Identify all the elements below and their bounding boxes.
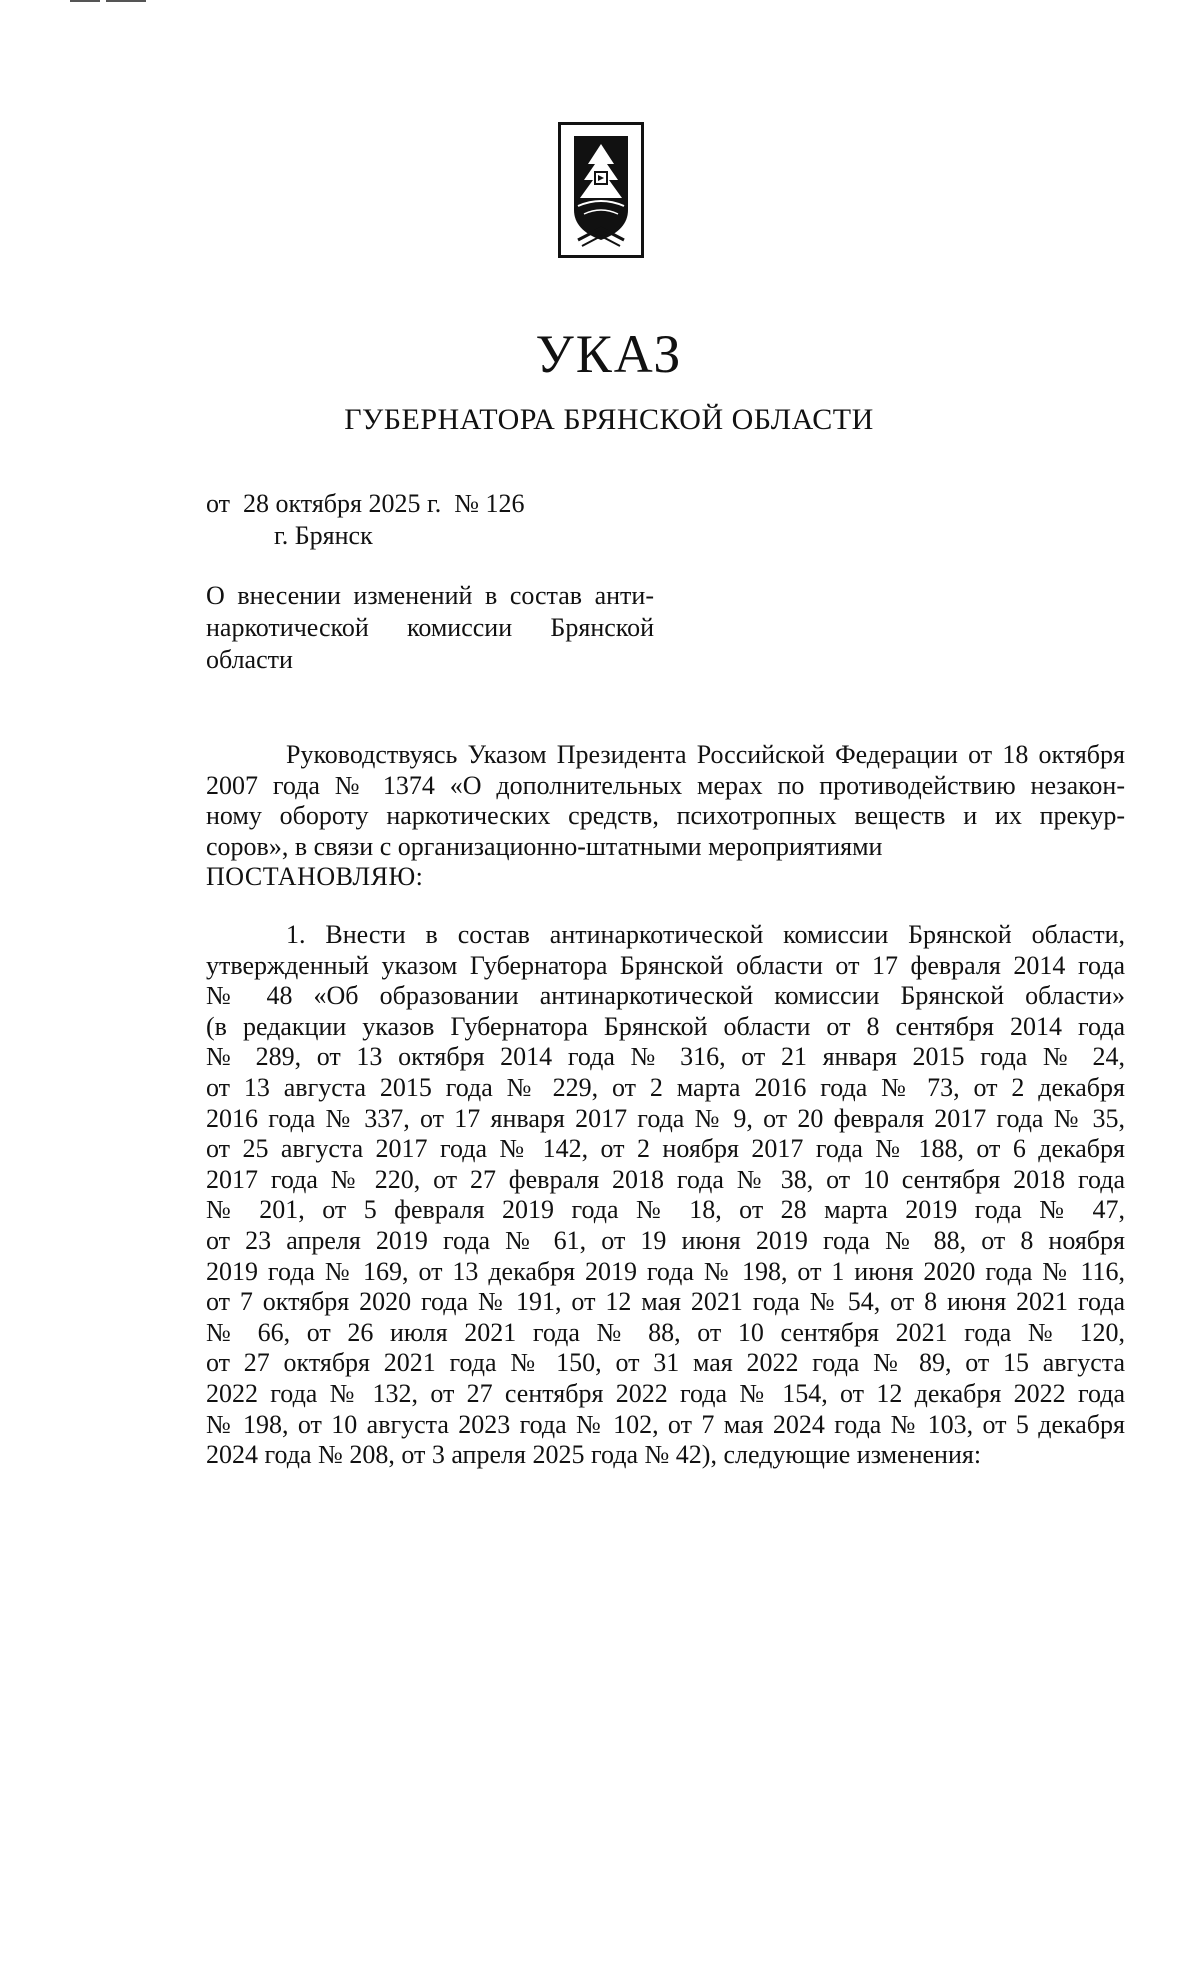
item-line: 2022 года № 132, от 27 сентября 2022 года № 154, от 12 декабря 2022 года <box>206 1378 1125 1408</box>
item-line: № 201, от 5 февраля 2019 года № 18, от 28 марта 2019 года № 47, <box>206 1195 1125 1225</box>
item-1-paragraph <box>206 920 1125 1471</box>
item-line: 2017 года № 220, от 27 февраля 2018 года № 38, от 10 сентября 2018 года <box>206 1164 1125 1194</box>
preamble-paragraph <box>206 740 1125 893</box>
city-name: г. Брянск <box>274 521 373 550</box>
item-line: утвержденный указом Губернатора Брянской области от 17 февраля 2014 года <box>206 950 1125 980</box>
item-line: № 66, от 26 июля 2021 года № 88, от 10 сентября 2021 года № 120, <box>206 1317 1125 1347</box>
document-subtitle: ГУБЕРНАТОРА БРЯНСКОЙ ОБЛАСТИ <box>344 403 874 436</box>
date-and-number: от 28 октября 2025 г. № 126 <box>206 489 525 518</box>
bryansk-coat-of-arms-icon <box>558 122 644 258</box>
item-line: 2016 года № 337, от 17 января 2017 года № 9, от 20 февраля 2017 года № 35, <box>206 1103 1125 1133</box>
heading-line: области <box>206 645 293 674</box>
document-title: УКАЗ <box>535 324 683 384</box>
item-line: от 23 апреля 2019 года № 61, от 19 июня 2019 года № 88, от 8 ноября <box>206 1225 1125 1255</box>
item-line: 2024 года № 208, от 3 апреля 2025 года № 42), следующие изменения: <box>206 1440 982 1470</box>
document-meta <box>206 488 525 552</box>
item-line: (в редакции указов Губернатора Брянской области от 8 сентября 2014 года <box>206 1011 1125 1041</box>
preamble-line: Руководствуясь Указом Президента Российской Федерации от 18 октября <box>286 740 1125 769</box>
document-heading <box>206 580 654 676</box>
heading-line: О внесении изменений в состав анти- <box>206 581 654 610</box>
preamble-line: соров», в связи с организационно-штатными мероприятиями <box>206 831 883 861</box>
item-line: № 289, от 13 октября 2014 года № 316, от 21 января 2015 года № 24, <box>206 1042 1125 1072</box>
item-line: 2019 года № 169, от 13 декабря 2019 года № 198, от 1 июня 2020 года № 116, <box>206 1256 1125 1286</box>
item-line: № 198, от 10 августа 2023 года № 102, от 7 мая 2024 года № 103, от 5 декабря <box>206 1409 1125 1439</box>
item-line: от 13 августа 2015 года № 229, от 2 марта 2016 года № 73, от 2 декабря <box>206 1072 1125 1102</box>
item-line: № 48 «Об образовании антинаркотической комиссии Брянской области» <box>206 981 1125 1011</box>
item-line: от 27 октября 2021 года № 150, от 31 мая 2022 года № 89, от 15 августа <box>206 1348 1125 1378</box>
item-line: 1. Внести в состав антинаркотической комиссии Брянской области, <box>286 920 1125 949</box>
heading-line: наркотической комиссии Брянской <box>206 613 654 642</box>
preamble-line: 2007 года № 1374 «О дополнительных мерах по противодействию незакон- <box>206 770 1125 800</box>
preamble-line: ному обороту наркотических средств, психотропных веществ и их прекур- <box>206 801 1125 831</box>
item-line: от 25 августа 2017 года № 142, от 2 ноября 2017 года № 188, от 6 декабря <box>206 1134 1125 1164</box>
item-line: от 7 октября 2020 года № 191, от 12 мая 2021 года № 54, от 8 июня 2021 года <box>206 1287 1125 1317</box>
decree-word: ПОСТАНОВЛЯЮ: <box>206 862 424 892</box>
scan-artifact-marks <box>70 0 160 4</box>
